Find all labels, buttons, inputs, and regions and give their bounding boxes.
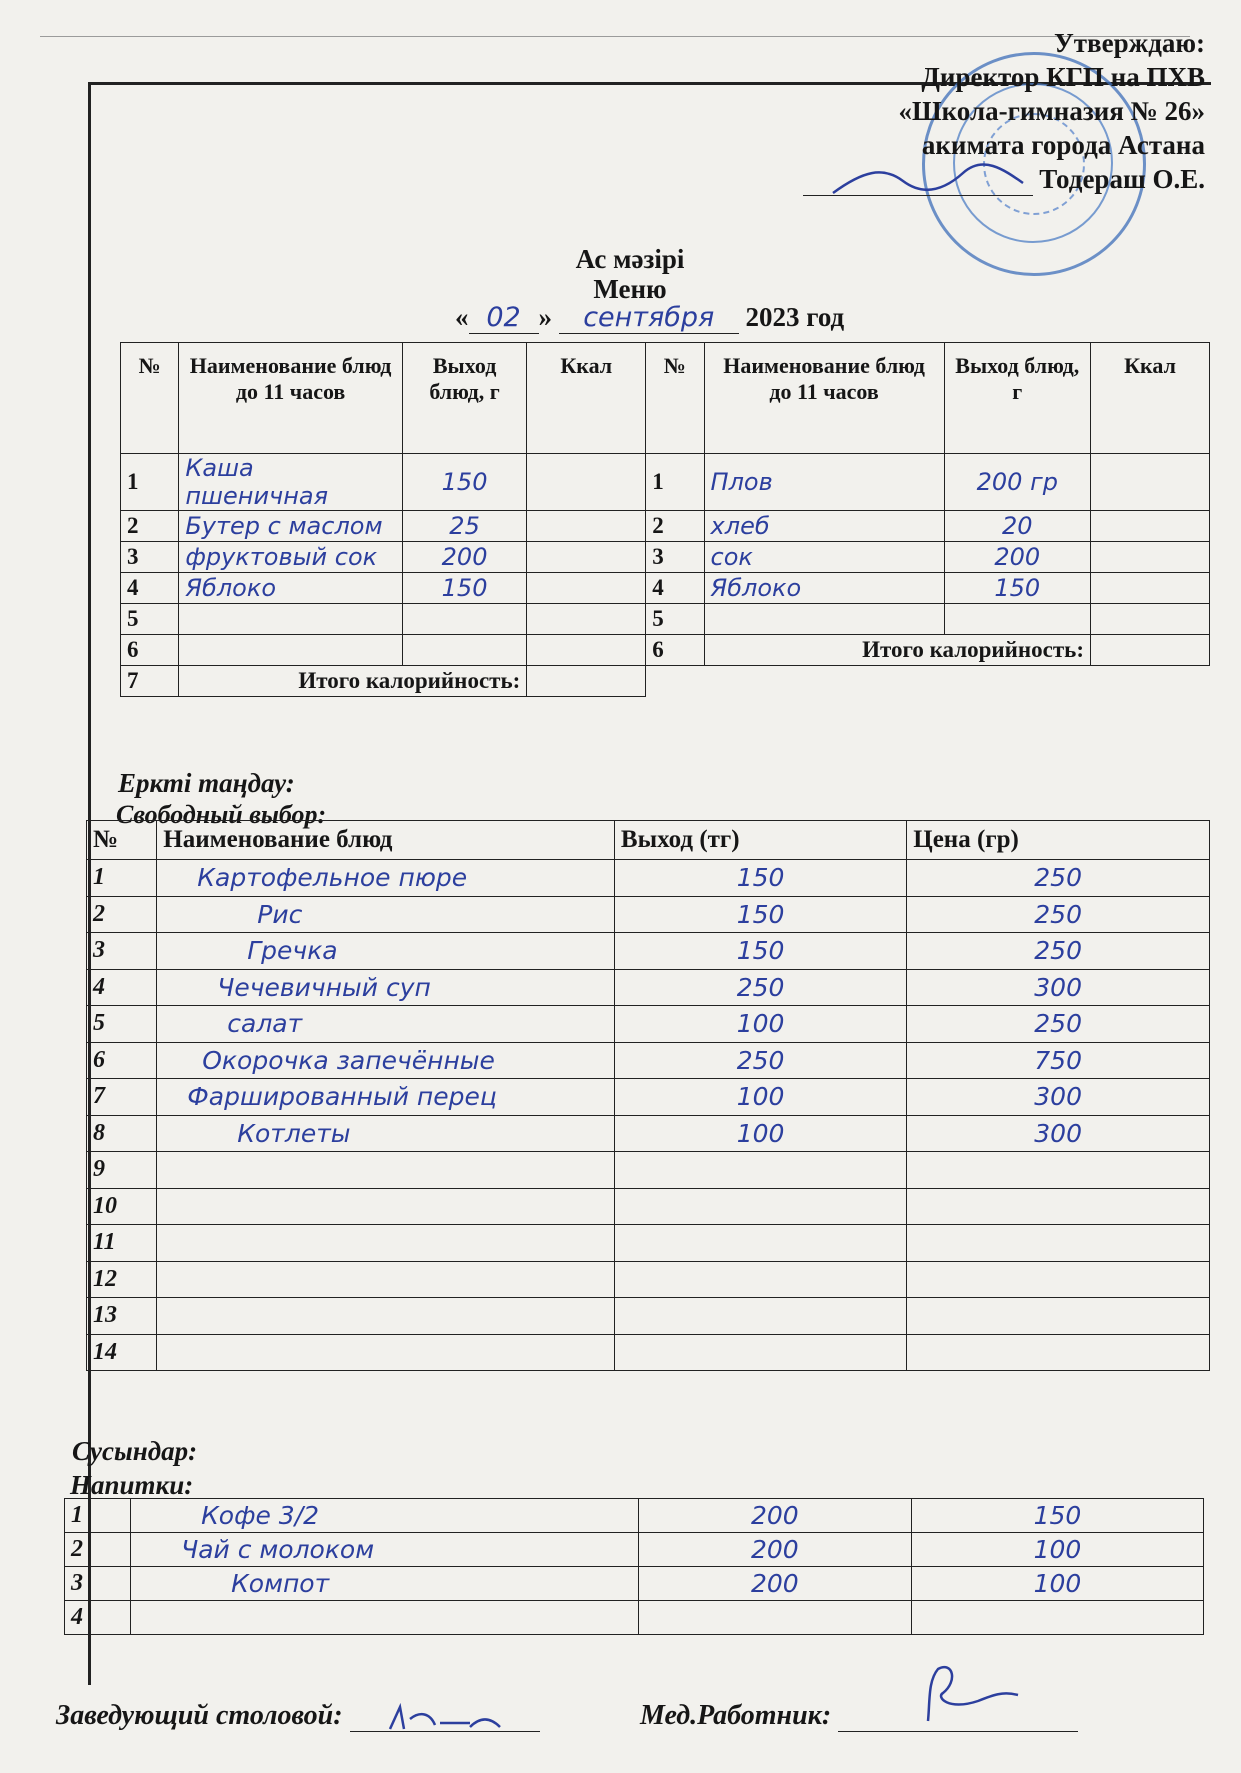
table-cell bbox=[614, 1261, 906, 1298]
table-cell: 3 bbox=[87, 933, 157, 970]
approve-heading: Утверждаю: bbox=[1053, 28, 1205, 58]
table-row bbox=[87, 969, 1210, 1006]
dish-out bbox=[402, 604, 526, 635]
row-num: 3 bbox=[121, 542, 179, 573]
signature-scribble-icon bbox=[908, 1661, 1148, 1731]
dish-kcal bbox=[527, 542, 646, 573]
table-cell: 100 bbox=[911, 1567, 1203, 1601]
row-num: 6 bbox=[646, 635, 704, 666]
approve-position: Директор КГП на ПХВ bbox=[921, 62, 1205, 92]
dish-name bbox=[179, 604, 403, 635]
dish-name: сок bbox=[704, 542, 944, 573]
approve-signature-row bbox=[803, 162, 1205, 196]
dish-kcal bbox=[527, 573, 646, 604]
title-kz: Ас мәзірі bbox=[575, 244, 685, 274]
date-year: 2023 год bbox=[745, 302, 845, 332]
table-cell: 250 bbox=[907, 933, 1210, 970]
table-cell bbox=[614, 1152, 906, 1189]
table-cell bbox=[157, 1334, 615, 1371]
table-row bbox=[87, 1334, 1210, 1371]
dish-kcal bbox=[527, 604, 646, 635]
row-num: 2 bbox=[121, 511, 179, 542]
row-num: 1 bbox=[121, 454, 179, 511]
director-signature bbox=[803, 169, 1033, 196]
table-cell: 5 bbox=[87, 1006, 157, 1043]
table-cell: 200 bbox=[638, 1499, 911, 1533]
table-cell: 7 bbox=[87, 1079, 157, 1116]
table-row bbox=[87, 1298, 1210, 1335]
table-cell: 100 bbox=[614, 1006, 906, 1043]
table-cell: 250 bbox=[907, 896, 1210, 933]
dish-out bbox=[402, 635, 526, 666]
table-cell bbox=[907, 1261, 1210, 1298]
col-kcal-2: Ккал bbox=[1091, 343, 1210, 454]
dish-out: 25 bbox=[402, 511, 526, 542]
table-cell bbox=[911, 1601, 1203, 1635]
table-row bbox=[87, 860, 1210, 897]
table-cell: 1 bbox=[65, 1499, 131, 1533]
table-row bbox=[87, 1188, 1210, 1225]
dish-kcal bbox=[1091, 604, 1210, 635]
table-cell bbox=[907, 1334, 1210, 1371]
canteen-label: Заведующий столовой: bbox=[56, 1700, 343, 1731]
table-cell: Котлеты bbox=[157, 1115, 615, 1152]
table-cell: 250 bbox=[614, 969, 906, 1006]
table-row bbox=[87, 1225, 1210, 1262]
col-num: № bbox=[121, 343, 179, 454]
table-cell bbox=[131, 1601, 639, 1635]
row-num: 2 bbox=[646, 511, 704, 542]
menu-title bbox=[480, 244, 780, 304]
dish-out: 150 bbox=[402, 573, 526, 604]
table-cell bbox=[638, 1601, 911, 1635]
free-choice-title-ru: Свободный выбор: bbox=[116, 800, 327, 829]
dish-out bbox=[944, 604, 1090, 635]
date-day: 02 bbox=[469, 302, 539, 334]
title-ru: Меню bbox=[593, 274, 667, 304]
row-num: 4 bbox=[121, 573, 179, 604]
table-row bbox=[121, 635, 1210, 666]
table-cell: Фаршированный перец bbox=[157, 1079, 615, 1116]
table-cell: 4 bbox=[87, 969, 157, 1006]
dish-kcal bbox=[527, 511, 646, 542]
dish-name: Каша пшеничная bbox=[179, 454, 403, 511]
medic-label: Мед.Работник: bbox=[640, 1700, 832, 1731]
date-month: сентября bbox=[559, 302, 739, 334]
col-kcal: Ккал bbox=[527, 343, 646, 454]
table-cell: 11 bbox=[87, 1225, 157, 1262]
table-cell: салат bbox=[157, 1006, 615, 1043]
drinks-title-ru: Напитки: bbox=[70, 1470, 194, 1500]
col-num: № bbox=[87, 821, 157, 860]
table-cell: 150 bbox=[614, 860, 906, 897]
table-row bbox=[87, 1079, 1210, 1116]
approval-block bbox=[803, 26, 1205, 196]
col-out: Выход (тг) bbox=[614, 821, 906, 860]
dish-name: Бутер с маслом bbox=[179, 511, 403, 542]
table-cell: 150 bbox=[614, 933, 906, 970]
table-cell: 8 bbox=[87, 1115, 157, 1152]
medic-signature bbox=[640, 1700, 1078, 1732]
table-row bbox=[87, 1042, 1210, 1079]
table-cell: 300 bbox=[907, 1079, 1210, 1116]
table-cell: Компот bbox=[131, 1567, 639, 1601]
table-cell: 14 bbox=[87, 1334, 157, 1371]
dish-kcal bbox=[1091, 454, 1210, 511]
canteen-head-signature bbox=[56, 1700, 540, 1732]
table-cell bbox=[907, 1152, 1210, 1189]
table-cell bbox=[157, 1188, 615, 1225]
table-cell bbox=[157, 1261, 615, 1298]
canteen-signature-line bbox=[350, 1701, 540, 1732]
dish-name bbox=[179, 635, 403, 666]
total-kcal-left bbox=[527, 666, 646, 697]
dish-kcal bbox=[1091, 542, 1210, 573]
dish-name: фруктовый сок bbox=[179, 542, 403, 573]
table-cell bbox=[907, 1225, 1210, 1262]
table-cell: 13 bbox=[87, 1298, 157, 1335]
table-cell bbox=[614, 1298, 906, 1335]
dish-name: Яблоко bbox=[179, 573, 403, 604]
dish-kcal bbox=[1091, 511, 1210, 542]
director-name: Тодераш О.Е. bbox=[1039, 164, 1205, 194]
table-row bbox=[87, 1261, 1210, 1298]
table-cell: 1 bbox=[87, 860, 157, 897]
table-cell: 6 bbox=[87, 1042, 157, 1079]
table-row bbox=[121, 542, 1210, 573]
dish-name: Яблоко bbox=[704, 573, 944, 604]
total-calories-label-left: Итого калорийность: bbox=[179, 666, 527, 697]
drinks-table bbox=[64, 1498, 1204, 1635]
free-choice-table bbox=[86, 820, 1210, 1371]
table-cell: 750 bbox=[907, 1042, 1210, 1079]
table-cell bbox=[157, 1225, 615, 1262]
dish-name: Плов bbox=[704, 454, 944, 511]
table-cell bbox=[157, 1298, 615, 1335]
table-cell: 10 bbox=[87, 1188, 157, 1225]
row-num: 3 bbox=[646, 542, 704, 573]
table-row bbox=[87, 821, 1210, 860]
table-cell: 250 bbox=[614, 1042, 906, 1079]
dish-out: 20 bbox=[944, 511, 1090, 542]
table-cell: 250 bbox=[907, 1006, 1210, 1043]
table-cell: 250 bbox=[907, 860, 1210, 897]
table-cell: 4 bbox=[65, 1601, 131, 1635]
drinks-title-kz: Сусындар: bbox=[72, 1436, 198, 1466]
dish-out: 200 bbox=[944, 542, 1090, 573]
medic-signature-line bbox=[838, 1701, 1078, 1732]
table-row bbox=[87, 1006, 1210, 1043]
table-row bbox=[121, 604, 1210, 635]
row-num: 1 bbox=[646, 454, 704, 511]
table-cell: Картофельное пюре bbox=[157, 860, 615, 897]
table-row bbox=[87, 896, 1210, 933]
dish-kcal bbox=[1091, 573, 1210, 604]
table-cell: 2 bbox=[87, 896, 157, 933]
free-choice-title-kz: Еркті таңдау: bbox=[118, 768, 295, 798]
dish-out: 200 bbox=[402, 542, 526, 573]
col-out-2: Выход блюд, г bbox=[944, 343, 1090, 454]
table-cell bbox=[614, 1225, 906, 1262]
table-row bbox=[65, 1499, 1204, 1533]
col-name-2: Наименование блюд до 11 часов bbox=[704, 343, 944, 454]
table-cell: Чай с молоком bbox=[131, 1533, 639, 1567]
dish-name bbox=[704, 604, 944, 635]
table-cell: 200 bbox=[638, 1567, 911, 1601]
menu-date: « 02 » сентября 2023 год bbox=[455, 302, 845, 333]
table-cell bbox=[614, 1334, 906, 1371]
table-row bbox=[121, 573, 1210, 604]
col-name: Наименование блюд bbox=[157, 821, 615, 860]
approve-school: «Школа-гимназия № 26» bbox=[898, 96, 1205, 126]
table-cell: 150 bbox=[614, 896, 906, 933]
table-cell: Гречка bbox=[157, 933, 615, 970]
total-calories-label-right: Итого калорийность: bbox=[704, 635, 1090, 666]
table-row bbox=[65, 1533, 1204, 1567]
table-cell: 2 bbox=[65, 1533, 131, 1567]
table-cell: 300 bbox=[907, 1115, 1210, 1152]
total-kcal-right bbox=[1091, 635, 1210, 666]
signature-scribble-icon bbox=[823, 161, 1053, 201]
table-cell: 100 bbox=[614, 1115, 906, 1152]
dish-kcal bbox=[527, 635, 646, 666]
table-cell: Кофе 3/2 bbox=[131, 1499, 639, 1533]
table-row bbox=[65, 1601, 1204, 1635]
table-cell: 9 bbox=[87, 1152, 157, 1189]
table-row bbox=[87, 1115, 1210, 1152]
table-row bbox=[121, 454, 1210, 511]
table-row bbox=[121, 343, 1210, 454]
table-cell bbox=[907, 1298, 1210, 1335]
dish-out: 200 гр bbox=[944, 454, 1090, 511]
col-name: Наименование блюд до 11 часов bbox=[179, 343, 403, 454]
row-num: 5 bbox=[121, 604, 179, 635]
table-cell: 100 bbox=[614, 1079, 906, 1116]
row-num: 4 bbox=[646, 573, 704, 604]
table-cell: 300 bbox=[907, 969, 1210, 1006]
row-num: 6 bbox=[121, 635, 179, 666]
table-cell: 12 bbox=[87, 1261, 157, 1298]
table-cell: 100 bbox=[911, 1533, 1203, 1567]
signature-scribble-icon bbox=[380, 1701, 570, 1735]
table-cell: Рис bbox=[157, 896, 615, 933]
col-price: Цена (гр) bbox=[907, 821, 1210, 860]
table-row bbox=[65, 1567, 1204, 1601]
table-cell: 3 bbox=[65, 1567, 131, 1601]
row-num: 5 bbox=[646, 604, 704, 635]
table-cell: Окорочка запечённые bbox=[157, 1042, 615, 1079]
table-cell: 150 bbox=[911, 1499, 1203, 1533]
table-row bbox=[121, 666, 1210, 697]
breakfast-table bbox=[120, 342, 1210, 697]
dish-name: хлеб bbox=[704, 511, 944, 542]
dish-kcal bbox=[527, 454, 646, 511]
table-cell bbox=[907, 1188, 1210, 1225]
table-cell: 200 bbox=[638, 1533, 911, 1567]
table-cell bbox=[157, 1152, 615, 1189]
table-cell bbox=[614, 1188, 906, 1225]
approve-city: акимата города Астана bbox=[921, 130, 1205, 160]
table-row bbox=[87, 933, 1210, 970]
dish-out: 150 bbox=[944, 573, 1090, 604]
row-num: 7 bbox=[121, 666, 179, 697]
dish-out: 150 bbox=[402, 454, 526, 511]
table-row bbox=[87, 1152, 1210, 1189]
col-num-2: № bbox=[646, 343, 704, 454]
table-cell bbox=[646, 666, 1210, 697]
table-cell: Чечевичный суп bbox=[157, 969, 615, 1006]
table-row bbox=[121, 511, 1210, 542]
col-out: Выход блюд, г bbox=[402, 343, 526, 454]
